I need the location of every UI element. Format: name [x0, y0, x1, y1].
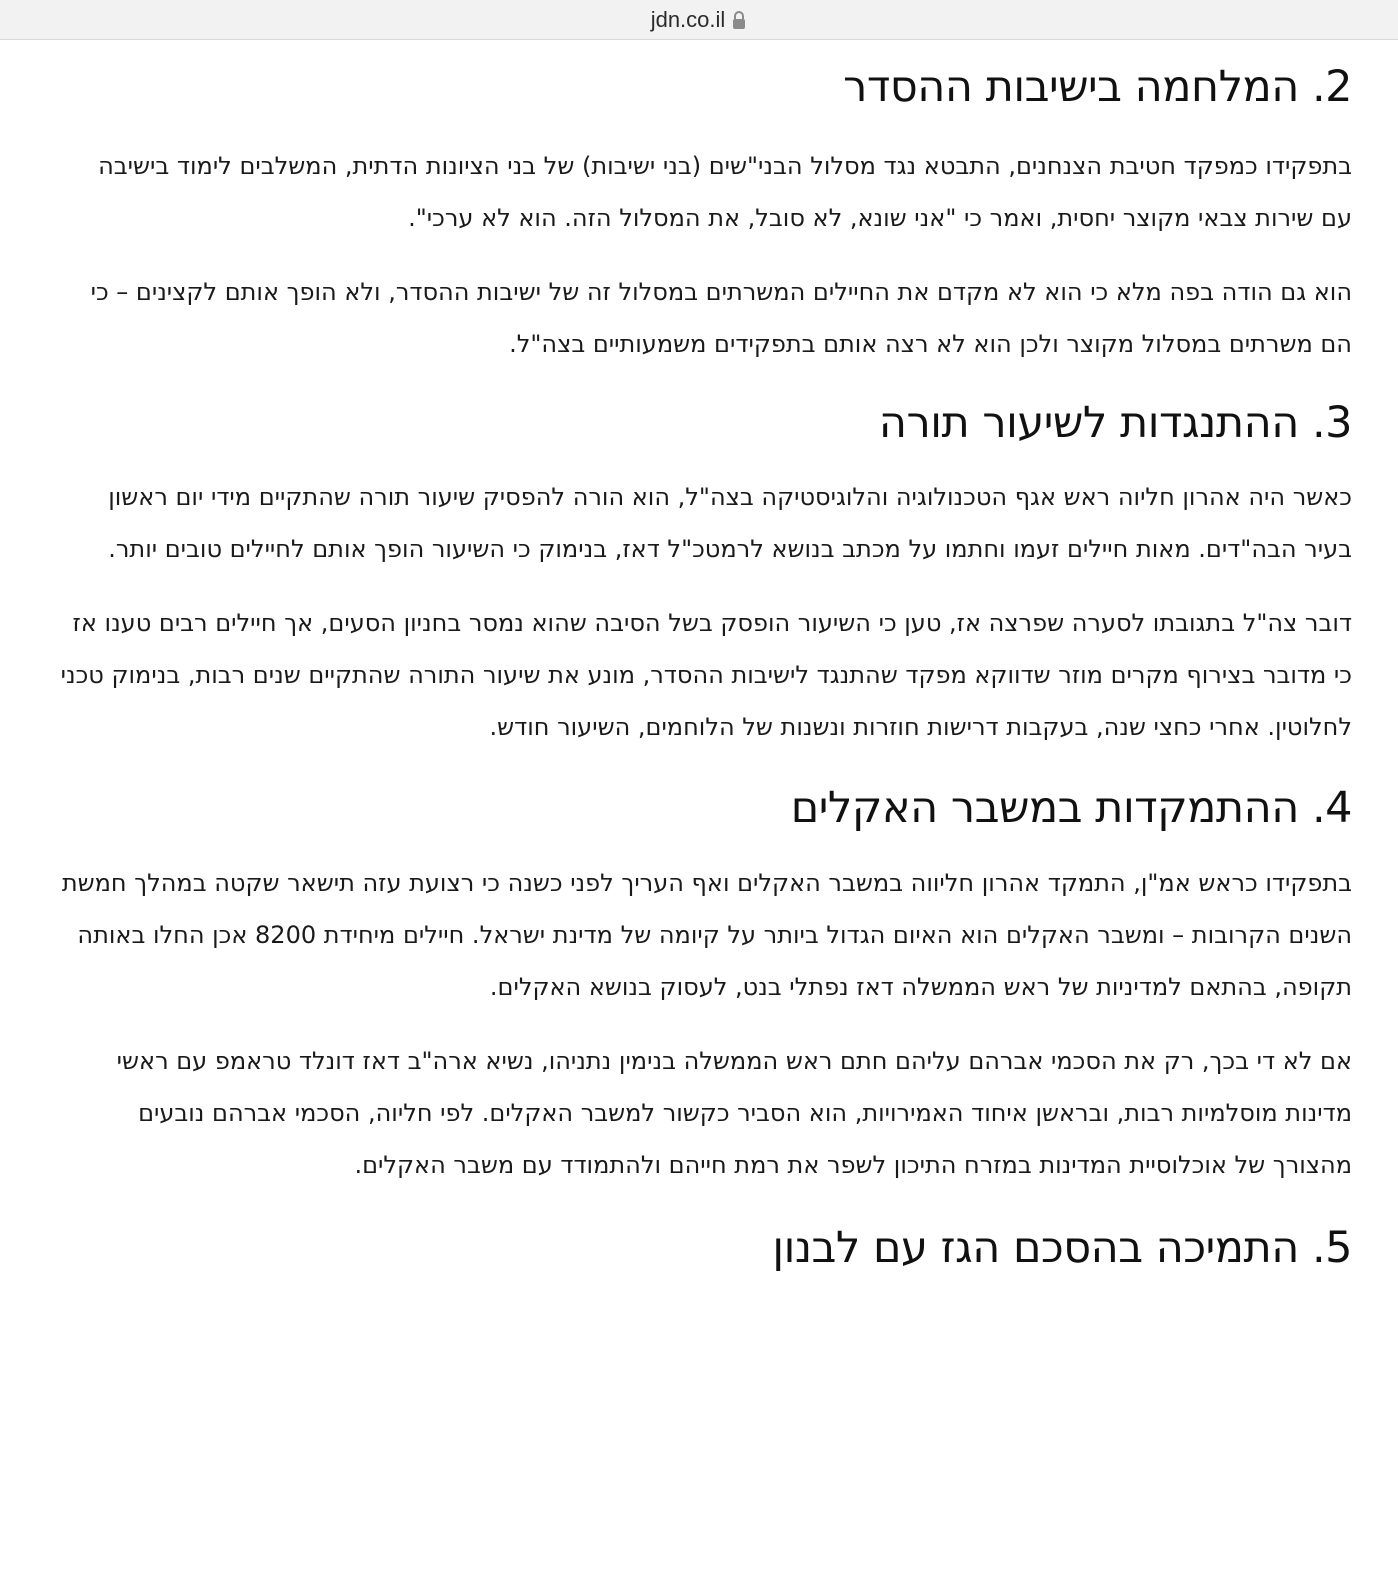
section-2-paragraph-2: הוא גם הודה בפה מלא כי הוא לא מקדם את החיילים המשרתים במסלול זה של ישיבות ההסדר, ולא הופך אותם לקצינים – כי הם משרתים במסלול מקוצר ולכן הוא לא רצה אותם בתפקידים משמעותיים בצה"ל. — [90, 277, 1352, 358]
section-heading-3: 3. ההתנגדות לשיעור תורה — [878, 397, 1352, 448]
url-text[interactable]: jdn.co.il — [650, 6, 726, 32]
lock-icon — [731, 10, 747, 30]
section-4-paragraph-1: בתפקידו כראש אמ"ן, התמקד אהרון חליווה במשבר האקלים ואף העריך לפני כשנה כי רצועת עזה תישאר שקטה במהלך חמשת השנים הקרובות – ומשבר האקלים הוא האיום הגדול ביותר על קיומה של מדינת ישראל. חיילים מיחידת 8200 אכן החלו באותה תקופה, בהתאם למדיניות של ראש הממשלה דאז נפתלי בנט, לעסוק בנושא האקלים. — [61, 868, 1352, 1001]
section-heading-4: 4. ההתמקדות במשבר האקלים — [790, 783, 1352, 834]
section-4-paragraph-2: אם לא די בכך, רק את הסכמי אברהם עליהם חתם ראש הממשלה בנימין נתניהו, נשיא ארה"ב דאז דונלד טראמפ עם ראשי מדינות מוסלמיות רבות, ובראשן איחוד האמירויות, הוא הסביר כקשור למשבר האקלים. לפי חליוה, הסכמי אברהם נובעים מהצורך של אוכלוסיית המדינות במזרח התיכון לשפר את רמת חייהם ולהתמודד עם משבר האקלים. — [116, 1046, 1352, 1179]
section-3-paragraph-2: דובר צה"ל בתגובתו לסערה שפרצה אז, טען כי השיעור הופסק בשל הסיבה שהוא נמסר בחניון הסעים, אך חיילים רבים טענו אז כי מדובר בצירוף מקרים מוזר שדווקא מפקד שהתנגד לישיבות ההסדר, מונע את שיעור התורה שהתקיים שנים רבות, בנימוק טכני לחלוטין. אחרי כחצי שנה, בעקבות דרישות חוזרות ונשנות של הלוחמים, השיעור חודש. — [60, 609, 1352, 742]
browser-address-bar — [0, 0, 1398, 40]
url-field[interactable] — [651, 7, 748, 33]
section-2-paragraph-1: בתפקידו כמפקד חטיבת הצנחנים, התבטא נגד מסלול הבני"שים (בני ישיבות) של בני הציונות הדתית, המשלבים לימוד בישיבה עם שירות צבאי מקוצר יחסית, ואמר כי "אני שונא, לא סובל, את המסלול הזה. הוא לא ערכי". — [98, 151, 1352, 232]
section-heading-2: 2. המלחמה בישיבות ההסדר — [843, 62, 1352, 112]
section-heading-5: 5. התמיכה בהסכם הגז עם לבנון — [772, 1222, 1352, 1273]
article-body — [60, 40, 1352, 1274]
section-3-paragraph-1: כאשר היה אהרון חליוה ראש אגף הטכנולוגיה והלוגיסטיקה בצה"ל, הוא הורה להפסיק שיעור תורה שהתקיים מידי יום ראשון בעיר הבה"דים. מאות חיילים זעמו וחתמו על מכתב בנושא לרמטכ"ל דאז, בנימוק כי השיעור הופך אותם לחיילים טובים יותר. — [108, 483, 1352, 564]
